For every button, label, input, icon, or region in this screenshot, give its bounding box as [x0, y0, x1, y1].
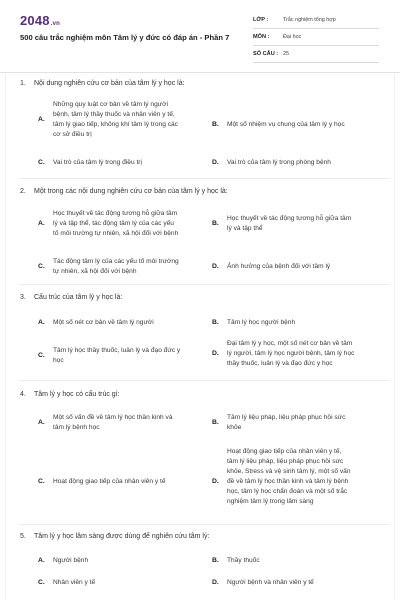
option-letter: D. — [212, 579, 219, 586]
logo-suffix: .vn — [50, 21, 61, 27]
question-number: 3. — [20, 294, 26, 301]
option-text: Thầy thuốc — [227, 557, 260, 564]
meta-row-subject — [253, 31, 379, 46]
question-number: 2. — [20, 188, 26, 195]
option-letter: C. — [38, 478, 45, 485]
option-text: Hoạt động giao tiếp của nhân viên y tế, tâm lý liệu pháp, liệu pháp phục hồi sức khỏe, Stress và vệ sinh tâm lý, một số vấn đề về tâm lý học thần kinh và tâm lý bệnh học, tâm lý học chẩn đoán và một số trắc nghiệm tâm lý trong lâm sàng — [227, 448, 351, 505]
question-text — [20, 80, 185, 87]
meta-info-panel — [253, 14, 379, 65]
option-letter: C. — [38, 159, 45, 166]
option-text: Tâm lý học thầy thuốc, luân lý và đạo đức y học — [53, 347, 181, 364]
option-text: Một số vấn đề về tâm lý học thần kinh và tâm lý bệnh học — [53, 414, 173, 431]
option-letter: C. — [38, 263, 45, 270]
question-prompt: Một trong các nội dung nghiên cứu cơ bản của tâm lý y học là: — [34, 188, 228, 195]
question-4 — [20, 391, 390, 526]
option-letter: B. — [212, 220, 219, 227]
option-letter: A. — [38, 557, 45, 564]
option-letter: B. — [212, 319, 219, 326]
option-letter: A. — [38, 116, 45, 123]
question-text — [20, 188, 228, 195]
option-letter: B. — [212, 557, 219, 564]
header-divider — [0, 72, 400, 73]
question-prompt: Cấu trúc của tâm lý y học là: — [34, 294, 123, 301]
question-text — [20, 533, 209, 540]
question-divider — [20, 284, 390, 285]
option-letter: A. — [38, 319, 45, 326]
meta-key: SỐ CÂU : — [253, 51, 279, 57]
meta-row-count — [253, 48, 379, 63]
option-text: Một số nét cơ bản về tâm lý người — [53, 319, 154, 326]
site-logo[interactable] — [20, 13, 60, 28]
option-text: Học thuyết về tác động tương hỗ giữa tâm lý và tập thể — [227, 215, 352, 232]
option-text: Những quy luật cơ bản về tâm lý người bệnh, tâm lý thầy thuốc và nhân viên y tế, tâm lý giao tiếp, không khí tâm lý trong các cơ sở điều trị — [53, 101, 178, 138]
option-text: Tác động tâm lý của các yếu tố môi trường tự nhiên, xã hội đối với bệnh — [53, 258, 179, 275]
question-5 — [20, 533, 390, 595]
meta-key: MÔN : — [253, 34, 270, 40]
question-number: 1. — [20, 80, 26, 87]
question-text — [20, 294, 122, 301]
meta-row-class — [253, 14, 379, 29]
document-title: 500 câu trắc nghiệm môn Tâm lý y đức có đáp án - Phần 7 — [20, 33, 230, 42]
option-text: Nhân viên y tế — [53, 579, 96, 586]
option-letter: B. — [212, 419, 219, 426]
option-letter: D. — [212, 478, 219, 485]
option-letter: D. — [212, 159, 219, 166]
option-text: Một số nhiệm vụ chung của tâm lý y học — [227, 121, 345, 128]
option-text: Học thuyết về tác động tương hỗ giữa tâm lý và tập thể, tác động tâm lý của các yếu tố môi trường tự nhiên, xã hội đối với bệnh — [53, 210, 179, 237]
option-text: Hoạt động giao tiếp của nhân viên y tế — [53, 478, 166, 485]
option-letter: C. — [38, 579, 45, 586]
option-letter: A. — [38, 220, 45, 227]
question-1 — [20, 80, 390, 180]
right-margin-line — [394, 74, 395, 600]
question-divider — [20, 178, 390, 179]
left-margin-line — [5, 74, 6, 600]
question-divider — [20, 524, 390, 525]
meta-value: Đại học — [283, 34, 302, 40]
question-prompt: Tâm lý y học có cấu trúc gì: — [34, 391, 120, 398]
option-letter: A. — [38, 419, 45, 426]
question-number: 5. — [20, 533, 26, 540]
meta-key: LỚP : — [253, 17, 269, 23]
option-letter: C. — [38, 352, 45, 359]
question-2 — [20, 188, 390, 288]
question-3 — [20, 294, 390, 384]
question-text — [20, 391, 120, 398]
meta-value: 25 — [283, 51, 289, 57]
option-text: Người bệnh và nhân viên y tế — [227, 579, 314, 586]
question-prompt: Nội dung nghiên cứu cơ bản của tâm lý y học là: — [34, 80, 185, 87]
option-text: Đại tâm lý y học, một số nét cơ bản về tâm lý người, tâm lý học người bệnh, tâm lý học thầy thuốc, luân lý và đạo đức y học — [227, 340, 355, 367]
option-text: Vai trò của tâm lý trong phòng bệnh — [227, 159, 331, 166]
option-text: Ảnh hưởng của bệnh đối với tâm lý — [227, 263, 331, 270]
option-letter: B. — [212, 121, 219, 128]
logo-text: 2048 — [20, 13, 50, 28]
option-text: Vai trò của tâm lý trong điều trị — [53, 159, 142, 166]
question-divider — [20, 380, 390, 381]
option-letter: D. — [212, 350, 219, 357]
option-text: Tâm lý học người bệnh — [227, 319, 296, 326]
option-letter: D. — [212, 263, 219, 270]
question-prompt: Tâm lý y học lâm sàng được dùng để nghiên cứu tâm lý: — [34, 533, 210, 540]
option-text: Người bệnh — [53, 557, 89, 564]
page-header — [0, 0, 400, 74]
meta-value: Trắc nghiệm tổng hợp — [283, 17, 336, 23]
option-text: Tâm lý liệu pháp, liệu pháp phục hồi sức khỏe — [227, 414, 346, 431]
question-number: 4. — [20, 391, 26, 398]
